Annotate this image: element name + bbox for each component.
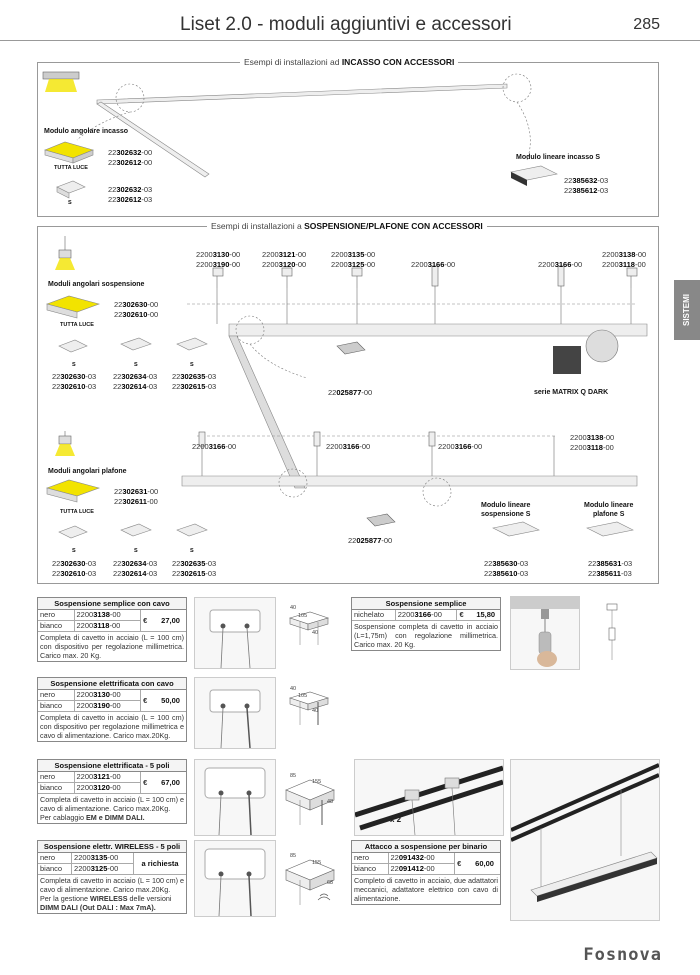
top-code-3: 22003135-00 22003125-00 xyxy=(331,250,376,269)
code-cell: 22003120-00 xyxy=(74,783,141,794)
description: Completa di cavetto in acciaio (L = 100 cm) con dispositivo per regolazione millimetrica e cavo di alimentazione. Carico max.20Kg. xyxy=(40,713,184,740)
photo-sosp-wireless xyxy=(194,840,276,917)
table-sosp-elettrificata-cavo xyxy=(37,677,187,742)
plaf-code-1: 22003166-00 xyxy=(192,442,237,451)
fosnova-logo: Fosnova xyxy=(583,945,662,965)
table-title: Sospensione elettrificata - 5 poli xyxy=(38,760,186,772)
code-cell: 22003125-00 xyxy=(72,864,134,875)
s-plaf-3: S xyxy=(190,548,194,554)
sosp-s-codes-1: 22302630-03 22302610-03 xyxy=(52,372,97,391)
dim-85-a: 85 xyxy=(290,773,297,779)
diagram-sosp-semplice xyxy=(585,600,645,665)
plaf-s-codes-2: 22302634-03 22302614-03 xyxy=(113,559,158,578)
plaf-main-codes: 22302631-00 22302611-00 xyxy=(114,487,159,506)
top-code-1: 22003130-00 22003190-00 xyxy=(196,250,241,269)
s-sosp-3: S xyxy=(190,362,194,368)
sosp-s-codes-3: 22302635-03 22302615-03 xyxy=(172,372,217,391)
plaf-code-4: 22003138-00 22003118-00 xyxy=(570,433,615,452)
plaf-code-3: 22003166-00 xyxy=(438,442,483,451)
section-tab: SISTEMI xyxy=(674,280,700,340)
photo-attacco-binario-a xyxy=(354,759,504,836)
s-plaf-1: S xyxy=(72,548,76,554)
table-title: Sospensione elettr. WIRELESS - 5 poli xyxy=(38,841,186,853)
dim-105-b: 105 xyxy=(298,693,308,699)
table-title: Attacco a sospensione per binario xyxy=(352,841,500,853)
finish-cell: bianco xyxy=(38,783,74,794)
dim-85-b: 85 xyxy=(290,853,297,859)
dim-48: 48 xyxy=(327,799,334,805)
table-sosp-wireless xyxy=(37,840,187,914)
clip-code-2: 22025877-00 xyxy=(348,536,393,545)
lineare-incasso-title: Modulo lineare incasso S xyxy=(516,154,601,161)
description: Sospensione completa di cavetto in acciaio (L=1,75m) con regolazione millimetrica. Carico max. 20 Kg. xyxy=(354,622,498,649)
s-sosp-2: S xyxy=(134,362,138,368)
table-title: Sospensione semplice con cavo xyxy=(38,598,186,610)
finish-cell: nero xyxy=(38,690,74,701)
sosp-main-codes: 22302630-00 22302610-00 xyxy=(114,300,159,319)
finish-cell: bianco xyxy=(38,621,74,632)
description: Completa di cavetto in acciaio (L = 100 cm) e cavo di alimentazione. Carico max.20Kg. Per la gestione WIRELESS delle versioni DIMM DALI (Out DALI : Max 7mA). xyxy=(40,876,184,912)
dim-105-a: 105 xyxy=(298,613,308,619)
s-sosp-1: S xyxy=(72,362,76,368)
dim-40-b: 40 xyxy=(312,630,319,636)
angolari-plaf-title: Moduli angolari plafone xyxy=(48,468,127,475)
code-cell: 22091412-00 xyxy=(388,864,455,875)
currency: € xyxy=(141,772,156,794)
sospensione-drawing xyxy=(37,226,657,582)
finish-cell: nero xyxy=(38,772,74,783)
top-code-4: 22003166-00 xyxy=(411,260,456,269)
top-code-5: 22003166-00 xyxy=(538,260,583,269)
dim-155-b: 155 xyxy=(312,860,322,866)
code-cell: 22003121-00 xyxy=(74,772,141,783)
clip-code-1: 22025877-00 xyxy=(328,388,373,397)
code-cell: 22003166-00 xyxy=(395,610,457,621)
description: Completa di cavetto in acciaio (L = 100 cm) con dispositivo per regolazione millimetrica. Carico max. 20 Kg. xyxy=(40,633,184,660)
dim-40-a: 40 xyxy=(290,605,297,611)
plaf-s-codes-1: 22302630-03 22302610-03 xyxy=(52,559,97,578)
incasso-codes-a: 22302632-00 22302612-00 xyxy=(108,148,153,167)
description: Completa di cavetto in acciaio (L = 100 cm) e cavo di alimentazione. Carico max.20Kg. Per cablaggio EM e DIMM DALI. xyxy=(40,795,184,822)
dim-68: 68 xyxy=(327,880,334,886)
photo-attacco-binario-b xyxy=(510,759,660,921)
page-number: 285 xyxy=(633,16,660,33)
photo-sosp-semplice-cavo xyxy=(194,597,276,669)
photo-sosp-elettrificata xyxy=(194,677,276,749)
lin-plaf-codes: 22385631-03 22385611-03 xyxy=(588,559,633,578)
currency: € xyxy=(141,610,156,632)
s-label: S xyxy=(68,200,72,206)
code-cell: 22003138-00 xyxy=(74,610,141,621)
finish-cell: nero xyxy=(38,610,74,621)
lin-plaf-title: Modulo lineare plafone S xyxy=(584,502,634,518)
currency: € xyxy=(457,610,472,621)
currency: € xyxy=(141,690,156,712)
price: 27,00 xyxy=(155,610,186,632)
incasso-codes-b: 22302632-03 22302612-03 xyxy=(108,185,153,204)
dim-155-a: 155 xyxy=(312,779,322,785)
code-cell: 22091432-00 xyxy=(388,853,455,864)
dim-40-c: 40 xyxy=(290,686,297,692)
incasso-heading: Esempi di installazioni ad INCASSO CON ACCESSORI xyxy=(240,57,458,67)
table-sosp-5-poli xyxy=(37,759,187,824)
table-sosp-semplice-cavo xyxy=(37,597,187,662)
lin-sosp-codes: 22385630-03 22385610-03 xyxy=(484,559,529,578)
finish-cell: nero xyxy=(38,853,72,864)
finish-cell: bianco xyxy=(352,864,388,875)
currency: € xyxy=(455,853,470,875)
tutta-luce-plaf: TUTTA LUCE xyxy=(60,509,94,515)
price: 15,80 xyxy=(471,610,500,621)
tutta-luce-sosp: TUTTA LUCE xyxy=(60,322,94,328)
plaf-code-2: 22003166-00 xyxy=(326,442,371,451)
code-cell: 22003190-00 xyxy=(74,701,141,712)
code-cell: 22003130-00 xyxy=(74,690,141,701)
lineare-incasso-codes: 22385632-03 22385612-03 xyxy=(564,176,609,195)
table-sosp-semplice xyxy=(351,597,501,651)
price: 67,00 xyxy=(155,772,186,794)
code-cell: 22003135-00 xyxy=(72,853,134,864)
x2-label: x 2 xyxy=(390,815,402,824)
finish-cell: bianco xyxy=(38,864,72,875)
description: Completo di cavetto in acciaio, due adattatori meccanici, adattatore elettrico con cavo di alimentazione. xyxy=(354,876,498,903)
finish-cell: nichelato xyxy=(352,610,395,621)
sospensione-heading: Esempi di installazioni a SOSPENSIONE/PLAFONE CON ACCESSORI xyxy=(207,221,487,231)
angolari-sosp-title: Moduli angolari sospensione xyxy=(48,281,145,288)
price: 60,00 xyxy=(469,853,500,875)
photo-sosp-5-poli xyxy=(194,759,276,836)
price: a richiesta xyxy=(134,853,186,875)
tutta-luce-label: TUTTA LUCE xyxy=(54,165,88,171)
matrix-label: serie MATRIX Q DARK xyxy=(534,389,609,396)
top-code-6: 22003138-00 22003118-00 xyxy=(602,250,647,269)
page-title: Liset 2.0 - moduli aggiuntivi e accessori xyxy=(180,14,512,35)
angolare-incasso-title: Modulo angolare incasso xyxy=(44,128,129,135)
top-code-2: 22003121-00 22003120-00 xyxy=(262,250,307,269)
lin-sosp-title: Modulo lineare sospensione S xyxy=(481,502,531,518)
dim-40-d: 40 xyxy=(312,708,319,714)
table-title: Sospensione semplice xyxy=(352,598,500,610)
code-cell: 22003118-00 xyxy=(74,621,141,632)
header-rule xyxy=(0,40,700,41)
finish-cell: nero xyxy=(352,853,388,864)
table-attacco-binario xyxy=(351,840,501,905)
sosp-s-codes-2: 22302634-03 22302614-03 xyxy=(113,372,158,391)
table-title: Sospensione elettrificata con cavo xyxy=(38,678,186,690)
price: 50,00 xyxy=(155,690,186,712)
finish-cell: bianco xyxy=(38,701,74,712)
photo-sosp-semplice xyxy=(510,596,580,670)
s-plaf-2: S xyxy=(134,548,138,554)
plaf-s-codes-3: 22302635-03 22302615-03 xyxy=(172,559,217,578)
